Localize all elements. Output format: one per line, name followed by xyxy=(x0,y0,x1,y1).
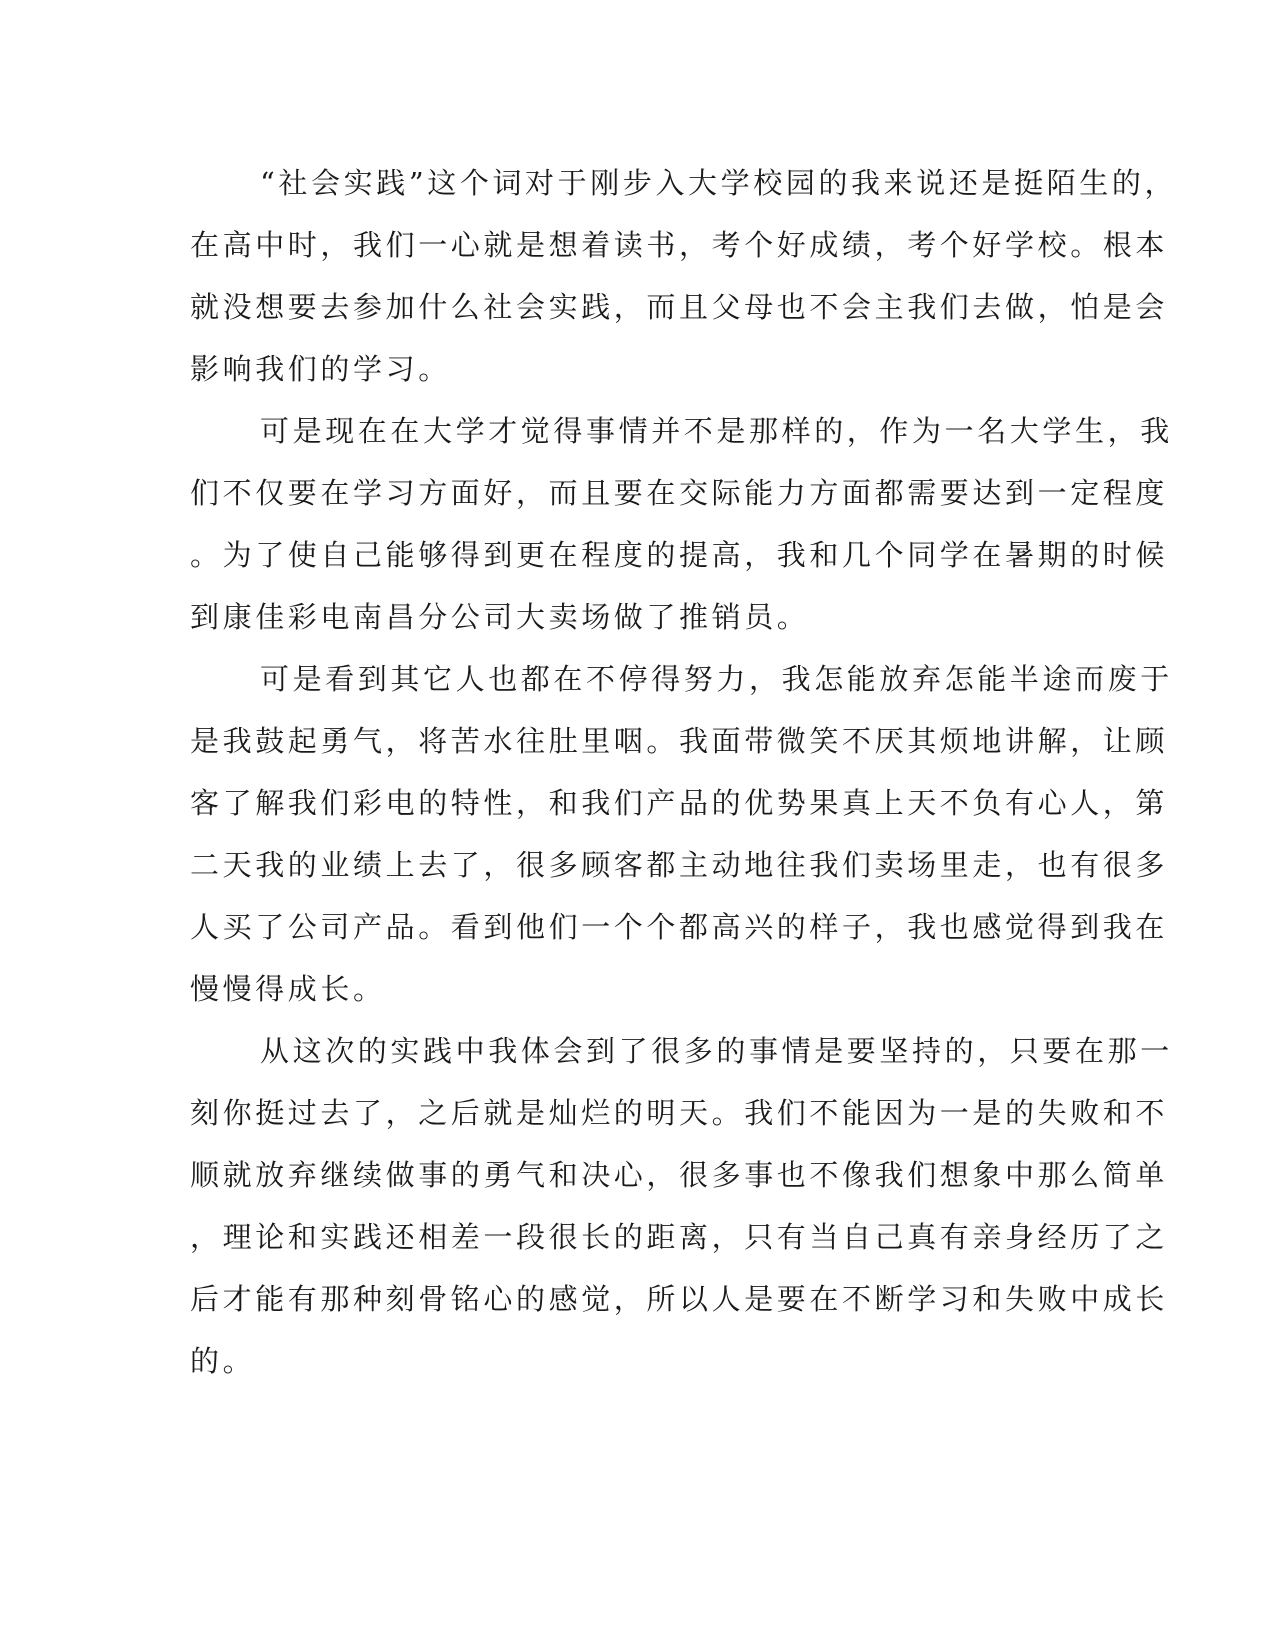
paragraph-4-line-1: 从这次的实践中我体会到了很多的事情是要坚持的，只要在那一 xyxy=(260,1034,1173,1068)
paragraph-2-line-2: 们不仅要在学习方面好，而且要在交际能力方面都需要达到一定程度 xyxy=(190,476,1169,510)
document-body xyxy=(190,152,1178,1392)
paragraph-2-line-3: 。为了使自己能够得到更在程度的提高，我和几个同学在暑期的时候 xyxy=(190,538,1169,572)
paragraph-4-line-4: ，理论和实践还相差一段很长的距离，只有当自己真有亲身经历了之 xyxy=(190,1220,1169,1254)
paragraph-1-line-1: “社会实践”这个词对于刚步入大学校园的我来说还是挺陌生的， xyxy=(260,166,1178,200)
paragraph-1-line-2: 在高中时，我们一心就是想着读书，考个好成绩，考个好学校。根本 xyxy=(190,228,1169,262)
paragraph-2-line-1: 可是现在在大学才觉得事情并不是那样的，作为一名大学生，我 xyxy=(260,414,1173,448)
paragraph-3-line-4: 二天我的业绩上去了，很多顾客都主动地往我们卖场里走，也有很多 xyxy=(190,848,1169,882)
paragraph-3-line-5: 人买了公司产品。看到他们一个个都高兴的样子，我也感觉得到我在 xyxy=(190,910,1169,944)
paragraph-4-line-2: 刻你挺过去了，之后就是灿烂的明天。我们不能因为一是的失败和不 xyxy=(190,1096,1169,1130)
paragraph-4-line-6: 的。 xyxy=(190,1344,256,1378)
paragraph-1-line-3: 就没想要去参加什么社会实践，而且父母也不会主我们去做，怕是会 xyxy=(190,290,1169,324)
paragraph-4-line-3: 顺就放弃继续做事的勇气和决心，很多事也不像我们想象中那么简单 xyxy=(190,1158,1169,1192)
paragraph-2-line-4: 到康佳彩电南昌分公司大卖场做了推销员。 xyxy=(190,600,810,634)
paragraph-4-line-5: 后才能有那种刻骨铭心的感觉，所以人是要在不断学习和失败中成长 xyxy=(190,1282,1169,1316)
paragraph-3-line-2: 是我鼓起勇气，将苦水往肚里咽。我面带微笑不厌其烦地讲解，让顾 xyxy=(190,724,1169,758)
paragraph-3-line-1: 可是看到其它人也都在不停得努力，我怎能放弃怎能半途而废于 xyxy=(260,662,1173,696)
paragraph-3-line-3: 客了解我们彩电的特性，和我们产品的优势果真上天不负有心人，第 xyxy=(190,786,1169,820)
paragraph-1-line-4: 影响我们的学习。 xyxy=(190,352,451,386)
paragraph-3-line-6: 慢慢得成长。 xyxy=(190,972,386,1006)
